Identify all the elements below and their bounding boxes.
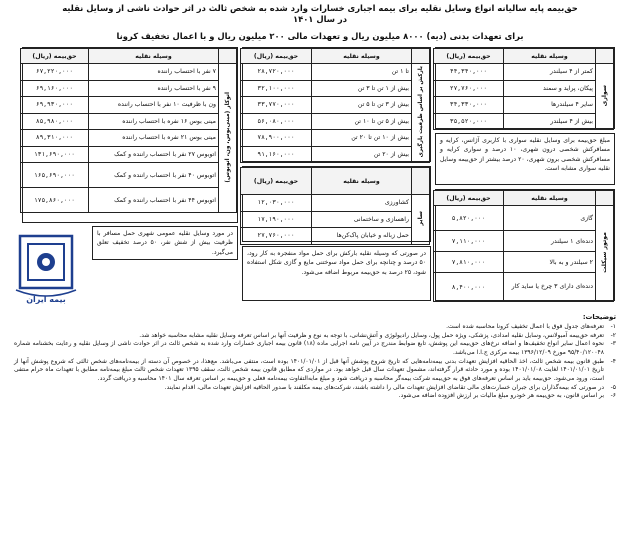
- premium-cell: ۱۳۱,۶۹۰,۰۰۰: [21, 146, 89, 163]
- bus-table: [22, 47, 238, 223]
- header-vehicle: وسیله نقلیه: [504, 191, 596, 206]
- premium-cell: ۱۷۵,۸۶۰,۰۰۰: [21, 188, 89, 213]
- header-premium: حق‌بیمه (ریال): [434, 49, 504, 64]
- note-item: [14, 340, 616, 357]
- premium-cell: ۸۵,۹۸۰,۰۰۰: [21, 113, 89, 130]
- vehicle-cell: کمتر از ۴ سیلندر: [504, 64, 596, 81]
- notes-heading: توضیحات:: [582, 313, 616, 321]
- vehicle-cell: ۷ نفر با احتساب راننده: [89, 64, 219, 81]
- public-transport-discount-note: در مورد وسایل نقلیه عمومی شهری حمل مسافر با ظرفیت بیش از شش نفر، ۵۰ درصد تخفیف تعلق می‌گیرد.: [92, 226, 238, 260]
- note-number: ۲-: [610, 331, 616, 339]
- vehicle-cell: گازی: [504, 206, 596, 231]
- premium-cell: ۷۸,۹۰۰,۰۰۰: [241, 130, 312, 147]
- logo-text: بیمه ایران: [26, 295, 66, 304]
- premium-cell: ۱۲,۰۳۰,۰۰۰: [241, 195, 312, 212]
- premium-cell: ۳۲,۱۰۰,۰۰۰: [241, 80, 312, 97]
- premium-cell: ۶۹,۹۳۰,۰۰۰: [21, 97, 89, 114]
- vehicle-cell: دنده‌ای دارای ۳ چرخ یا ساید کار: [504, 273, 596, 302]
- explanatory-notes: [14, 313, 616, 401]
- vehicle-cell: اتوبوس ۴۴ نفر با احتساب راننده و کمک: [89, 188, 219, 213]
- header-vehicle: وسیله نقلیه: [312, 168, 412, 195]
- passenger-car-table: [435, 47, 615, 129]
- vehicle-cell: بیش از ۴ سیلندر: [504, 113, 596, 130]
- premium-cell: ۱۷,۱۹۰,۰۰۰: [241, 211, 312, 228]
- iran-insurance-logo: [6, 228, 86, 308]
- premium-cell: ۸,۴۰۰,۰۰۰: [434, 273, 504, 302]
- header-vehicle: وسیله نقلیه: [504, 49, 596, 64]
- truck-table: [242, 47, 431, 162]
- note-text: طبق قانون بیمه شخص ثالث، اخذ الحاقیه افزایش تعهدات بدنی بیمه‌نامه‌هایی که تاریخ شروع پوشش آنها قبل از ۱۴۰۱/۰۱/۰۱ بوده است، منتفی می‌باشد. مع‌هذا، در خصوص آن دسته از بیمه‌نامه‌های شخص ثالثی که شروع پوشش آنها از تاریخ ۱۴۰۱/۰۱/۰۱ لغایت ۱۴۰۱/۰۱/۰۸ بوده و مورد حادثه قرار گرفته‌اند، مشمول تعهدات سال قبل خواهد بود. در مواردی که مطابق قانون بیمه شخص ثالث، سقف ۱۳۹۵ تعهدات شخص ثالث مبلغ بیمه‌نامه مطابق با تعهدات ماه حرام منتفی است، ورود می‌شود. حق‌بیمه باید بر اساس تعرفه‌های فوق به حق‌بیمه شرکت بیمه‌گر محاسبه و دریافت شود و مبلغ مابه‌التفاوت بیمه‌نامه فعلی و حق‌بیمه بر اساس تعرفه سال ۱۴۰۱ محاسبه و دریافت گردد.: [14, 357, 604, 382]
- group-label-passenger: سواری: [596, 64, 614, 130]
- header-group-cell: [596, 49, 614, 64]
- premium-cell: ۴۴,۳۴۰,۰۰۰: [434, 64, 504, 81]
- premium-cell: ۳۳,۷۷۰,۰۰۰: [241, 97, 312, 114]
- premium-cell: ۶۷,۲۲۰,۰۰۰: [21, 64, 89, 81]
- vehicle-cell: تا ۱ تن: [312, 64, 412, 81]
- header-vehicle: وسیله نقلیه: [312, 49, 412, 64]
- premium-cell: ۸۹,۳۱۰,۰۰۰: [21, 130, 89, 147]
- premium-cell: ۲۷,۷۶۰,۰۰۰: [434, 80, 504, 97]
- premium-cell: ۱۶۵,۶۹۰,۰۰۰: [21, 163, 89, 188]
- group-label-truck: بارکش بر اساس ظرفیت بارگیری: [412, 64, 430, 163]
- note-item: [14, 392, 616, 401]
- vehicle-cell: بیش از ۱۰ تن تا ۲۰ تن: [312, 130, 412, 147]
- premium-cell: ۶۹,۱۶۰,۰۰۰: [21, 80, 89, 97]
- premium-cell: ۵۶,۰۸۰,۰۰۰: [241, 113, 312, 130]
- note-item: [14, 384, 616, 393]
- note-text: نحوه اعمال سایر انواع تخفیف‌ها و اضافه نرخ‌های حق‌بیمه این پوشش، تابع ضوابط مندرج در آیین نامه اجرایی ماده (۱۸) قانون بیمه اجباری خسارات وارد شده به شخص ثالث در اثر حوادث ناشی از وسایل نقلیه و رعایت بخشنامه شماره ۹۵/۴۰/۱۲۰۰۴۸ مورخ ۱۳۹۶/۱۲/۰۹ بیمه مرکزی ج.ا.ا می‌باشد.: [14, 340, 604, 356]
- vehicle-cell: ۲ سیلندر و به بالا: [504, 252, 596, 273]
- vehicle-cell: راهسازی و ساختمانی: [312, 211, 412, 228]
- hazardous-cargo-note: در صورتی که وسیله نقلیه بارکش برای حمل مواد منفجره به کار رود، ۵۰ درصد و چنانچه برای حمل مواد سوختنی مایع و گازی شکل استفاده شود، ۲۵ درصد به حق‌بیمه مربوط اضافه می‌شود.: [242, 246, 431, 301]
- note-text: بر اساس قانون، به حق‌بیمه هر خودرو مبلغ مالیات بر ارزش افزوده اضافه می‌شود.: [398, 392, 604, 400]
- header-vehicle: وسیله نقلیه: [89, 49, 219, 64]
- premium-cell: ۵,۸۲۰,۰۰۰: [434, 206, 504, 231]
- taxi-surcharge-note: مبلغ حق‌بیمه برای وسایل نقلیه سواری با کاربری آژانس، کرایه و مسافرکش شخصی درون شهری، ۱۰ درصد و سواری کرایه و مسافرکش شخصی برون شهری، ۲۰ درصد بیشتر از حق‌بیمه وسایل نقلیه سواری مشابه است.: [435, 133, 615, 185]
- note-text: تعرفه حق‌بیمه آمبولانس، وسایل نقلیه امدادی، پزشکی، ویژه حمل پول، وسایل رادیولوژی و آتش‌نشانی، با توجه به نوع و ظرفیت آنها بر اساس تعرفه وسایل نقلیه مشابه محاسبه خواهد شد.: [139, 331, 604, 339]
- group-label-motorcycle: موتور سیکلت: [596, 206, 614, 302]
- vehicle-cell: ۹ نفر با احتساب راننده: [89, 80, 219, 97]
- group-label-misc: سایر: [412, 195, 430, 245]
- note-number: ۴-: [610, 357, 616, 365]
- vehicle-cell: پیکان، پراید و سمند: [504, 80, 596, 97]
- header-premium: حق‌بیمه (ریال): [434, 191, 504, 206]
- header-group-cell: [412, 168, 430, 195]
- vehicle-cell: کشاورزی: [312, 195, 412, 212]
- vehicle-cell: دنده‌ای ۱ سیلندر: [504, 231, 596, 252]
- note-item: [14, 332, 616, 341]
- vehicle-cell: بیش از ۱ تن تا ۳ تن: [312, 80, 412, 97]
- header-premium: حق‌بیمه (ریال): [241, 49, 312, 64]
- vehicle-cell: ون با ظرفیت ۱۰ نفر با احتساب راننده: [89, 97, 219, 114]
- vehicle-cell: بیش از ۵ تن تا ۱۰ تن: [312, 113, 412, 130]
- header-premium: حق‌بیمه (ریال): [21, 49, 89, 64]
- vehicle-cell: اتوبوس ۲۷ نفر با احتساب راننده و کمک: [89, 146, 219, 163]
- header-group-cell: [596, 191, 614, 206]
- premium-cell: ۲۷,۷۶۰,۰۰۰: [241, 228, 312, 245]
- note-number: ۱-: [610, 322, 616, 330]
- vehicle-cell: بیش از ۳ تن تا ۵ تن: [312, 97, 412, 114]
- premium-cell: ۲۸,۷۲۰,۰۰۰: [241, 64, 312, 81]
- document-title: حق‌بیمه پایه سالیانه انواع وسایل نقلیه برای بیمه اجباری خسارات وارد شده به شخص ثالث در اثر حوادث ناشی از وسایل نقلیه در سال ۱۴۰۱: [62, 3, 578, 24]
- premium-cell: ۹۱,۱۶۰,۰۰۰: [241, 146, 312, 163]
- note-text: تعرفه‌های جدول فوق با اعمال تخفیف کرونا محاسبه شده است.: [446, 322, 604, 330]
- header-group-cell: [219, 49, 237, 64]
- vehicle-cell: مینی بوس ۲۱ نفره با احتساب راننده: [89, 130, 219, 147]
- misc-vehicle-table: [242, 166, 431, 242]
- premium-cell: ۳۵,۵۲۰,۰۰۰: [434, 113, 504, 130]
- header-group-cell: [412, 49, 430, 64]
- vehicle-cell: اتوبوس ۴۰ نفر با احتساب راننده و کمک: [89, 163, 219, 188]
- motorcycle-table: [435, 189, 615, 301]
- group-label-bus: اتوکار (مینی‌بوس، ون، اتوبوس): [219, 64, 237, 213]
- header-premium: حق‌بیمه (ریال): [241, 168, 312, 195]
- note-number: ۶-: [610, 392, 616, 400]
- vehicle-cell: مینی بوس ۱۶ نفره با احتساب راننده: [89, 113, 219, 130]
- premium-cell: ۷,۱۱۰,۰۰۰: [434, 231, 504, 252]
- vehicle-cell: حمل زباله و خیابان پاک‌کن‌ها: [312, 228, 412, 245]
- document-subtitle: برای تعهدات بدنی (دیه) ۸۰۰۰ میلیون ریال و تعهدات مالی ۲۰۰ میلیون ریال و با اعمال تخفیف کرونا: [116, 31, 524, 41]
- note-text: در صورتی که بیمه‌گذاران برای جبران خسارت‌های مالی تقاضای افزایش تعهدات مالی را داشته باشند، شرکت‌های بیمه مکلفند با صدور الحاقیه افزایش تعهدات مالی، اقدام نمایند.: [164, 383, 604, 391]
- vehicle-cell: بیش از ۲۰ تن: [312, 146, 412, 163]
- note-number: ۳-: [610, 340, 616, 348]
- vehicle-cell: سایر ۴ سیلندرها: [504, 97, 596, 114]
- premium-cell: ۷,۸۱۰,۰۰۰: [434, 252, 504, 273]
- note-number: ۵-: [610, 383, 616, 391]
- note-item: [14, 323, 616, 332]
- premium-cell: ۳۴,۳۳۰,۰۰۰: [434, 97, 504, 114]
- note-item: [14, 358, 616, 384]
